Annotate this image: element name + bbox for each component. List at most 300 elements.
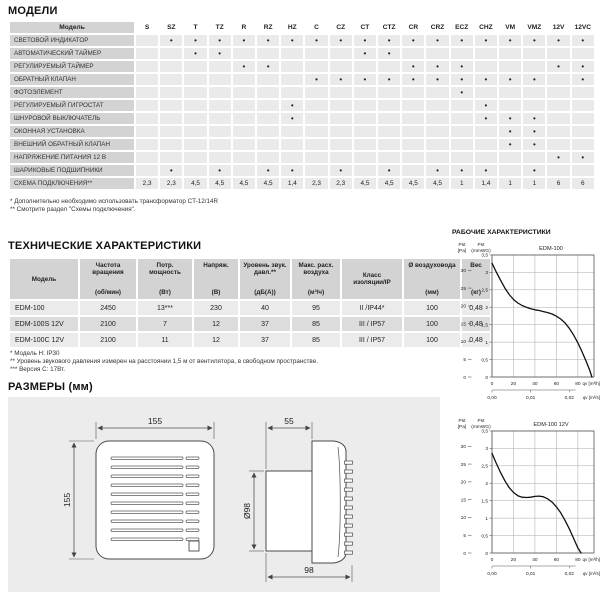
feature-row <box>10 165 594 176</box>
tech-value: 2100 <box>80 317 136 331</box>
feature-cell <box>160 152 182 163</box>
feature-cell <box>160 100 182 111</box>
feature-cell <box>547 48 569 59</box>
feature-cell <box>160 61 182 72</box>
mmwg-tick-label: 3 <box>485 447 488 453</box>
mmwg-tick-label: 3,5 <box>481 429 488 435</box>
feature-cell: • <box>572 152 594 163</box>
housing-depth-label: 55 <box>284 416 294 426</box>
dimensions-drawing <box>8 397 440 592</box>
tech-value: 13*** <box>138 301 192 315</box>
feature-cell: • <box>499 139 521 150</box>
tech-header-name: Напряж. <box>203 262 229 269</box>
tech-header <box>138 259 192 299</box>
feature-cell <box>281 48 303 59</box>
housing-depth-dimension <box>266 422 312 469</box>
feature-cell: • <box>547 61 569 72</box>
feature-cell <box>257 100 279 111</box>
feature-cell <box>184 113 206 124</box>
tech-value: II /IP44* <box>342 301 402 315</box>
tech-value: 230 <box>194 301 238 315</box>
feature-cell <box>136 61 158 72</box>
feature-cell <box>402 165 424 176</box>
m3h-tick-label: 0 <box>490 382 494 387</box>
feature-cell: • <box>475 100 497 111</box>
feature-cell <box>330 48 352 59</box>
feature-cell: • <box>305 35 327 46</box>
mmwg-axis-symbol: Pst <box>477 419 485 424</box>
pa-axis-symbol: Pst <box>458 243 466 248</box>
total-depth-label: 98 <box>304 565 314 575</box>
feature-cell <box>572 48 594 59</box>
feature-cell <box>136 74 158 85</box>
feature-cell <box>451 48 473 59</box>
feature-cell <box>305 100 327 111</box>
feature-row <box>10 178 594 189</box>
feature-cell <box>160 87 182 98</box>
tech-header-name: Уровень звук. давл.** <box>243 262 287 276</box>
front-height-dimension <box>69 441 94 559</box>
feature-label: ШАРИКОВЫЕ ПОДШИПНИКИ <box>10 165 134 176</box>
feature-cell: • <box>233 35 255 46</box>
model-column-c: C <box>305 22 327 33</box>
feature-cell <box>572 165 594 176</box>
feature-cell <box>136 35 158 46</box>
tech-footnote-2: ** Уровень звукового давления измерен на расстоянии 1,5 м от вентилятора, в свободном пространстве. <box>10 358 318 366</box>
tech-value: 2100 <box>80 333 136 347</box>
feature-cell: 4,5 <box>257 178 279 189</box>
feature-cell <box>354 152 376 163</box>
m3h-tick-label: 20 <box>510 382 517 387</box>
feature-cell <box>305 87 327 98</box>
feature-cell: • <box>354 48 376 59</box>
feature-cell: • <box>330 165 352 176</box>
feature-cell: • <box>547 35 569 46</box>
feature-cell <box>426 139 448 150</box>
feature-cell: • <box>160 165 182 176</box>
feature-row <box>10 152 594 163</box>
feature-cell: • <box>209 35 231 46</box>
feature-cell <box>354 165 376 176</box>
m3s-tick-label: 0,02 <box>564 396 574 401</box>
tech-model-name: EDM-100C 12V <box>10 333 78 347</box>
feature-cell <box>330 139 352 150</box>
pa-tick-label: 20 <box>460 480 466 486</box>
feature-cell <box>547 74 569 85</box>
model-column-hz: HZ <box>281 22 303 33</box>
feature-row <box>10 61 594 72</box>
mmwg-tick-label: 1,5 <box>481 499 488 505</box>
mmwg-tick-label: 2 <box>485 306 488 312</box>
pa-tick-label: 5 <box>463 358 466 364</box>
feature-cell <box>184 152 206 163</box>
model-column-cz: CZ <box>330 22 352 33</box>
tech-value: III / IP57 <box>342 333 402 347</box>
feature-cell <box>281 87 303 98</box>
model-column-r: R <box>233 22 255 33</box>
feature-cell <box>233 165 255 176</box>
feature-cell <box>402 100 424 111</box>
feature-cell <box>378 61 400 72</box>
feature-cell <box>209 100 231 111</box>
feature-cell <box>160 139 182 150</box>
feature-cell <box>451 139 473 150</box>
feature-cell <box>378 87 400 98</box>
tech-header-unit: (Вт) <box>159 289 171 296</box>
feature-cell: • <box>402 74 424 85</box>
mmwg-axis-unit: (mmWG) <box>471 425 491 430</box>
feature-cell <box>499 165 521 176</box>
feature-cell: • <box>184 35 206 46</box>
tech-header <box>194 259 238 299</box>
feature-cell <box>499 87 521 98</box>
feature-cell: 2,3 <box>160 178 182 189</box>
feature-cell: 6 <box>547 178 569 189</box>
tech-footnote-3: *** Версия C: 17Вт. <box>10 366 66 374</box>
model-column-sz: SZ <box>160 22 182 33</box>
feature-cell <box>402 152 424 163</box>
feature-cell: • <box>378 48 400 59</box>
feature-label: ВНЕШНИЙ ОБРАТНЫЙ КЛАПАН <box>10 139 134 150</box>
feature-row <box>10 87 594 98</box>
feature-cell <box>572 100 594 111</box>
mmwg-tick-label: 3,5 <box>481 253 488 259</box>
tech-specs-table <box>8 257 492 349</box>
tech-header-name: Вес <box>470 262 482 269</box>
feature-cell: 4,5 <box>378 178 400 189</box>
feature-cell <box>257 74 279 85</box>
feature-cell <box>184 61 206 72</box>
duct-tube <box>266 471 312 551</box>
feature-cell: 4,5 <box>184 178 206 189</box>
feature-cell <box>281 74 303 85</box>
feature-cell <box>378 152 400 163</box>
tech-row <box>10 301 490 315</box>
performance-chart-edm-100 <box>452 240 600 408</box>
feature-cell <box>184 100 206 111</box>
feature-cell <box>547 113 569 124</box>
feature-row <box>10 100 594 111</box>
mmwg-tick-label: 1,5 <box>481 323 488 329</box>
tech-footnote-1: * Модель H: IP30 <box>10 350 60 357</box>
mmwg-tick-label: 0 <box>485 551 488 557</box>
tech-value: 85 <box>292 333 340 347</box>
feature-cell <box>499 61 521 72</box>
pa-tick-label: 10 <box>460 516 466 522</box>
feature-cell <box>475 48 497 59</box>
fan-front-view <box>96 441 214 559</box>
feature-cell <box>209 152 231 163</box>
pa-axis-symbol: Pst <box>458 419 466 424</box>
tech-header-name: Макс. расх. воздуха <box>298 262 334 276</box>
feature-cell <box>209 87 231 98</box>
model-column-12v: 12V <box>547 22 569 33</box>
feature-cell: • <box>523 35 545 46</box>
m3h-tick-label: 0 <box>490 558 494 563</box>
feature-label: ОКОННАЯ УСТАНОВКА <box>10 126 134 137</box>
feature-cell: • <box>475 35 497 46</box>
feature-label: ШНУРОВОЙ ВЫКЛЮЧАТЕЛЬ <box>10 113 134 124</box>
dimensions-drawing-panel <box>8 397 440 592</box>
m3h-tick-label: 60 <box>553 382 560 387</box>
pa-tick-label: 25 <box>460 286 466 292</box>
feature-cell <box>572 113 594 124</box>
feature-cell <box>499 152 521 163</box>
feature-cell <box>523 100 545 111</box>
model-column-vmz: VMZ <box>523 22 545 33</box>
feature-cell: • <box>499 126 521 137</box>
feature-label: ОБРАТНЫЙ КЛАПАН <box>10 74 134 85</box>
models-footnotes <box>10 198 218 214</box>
feature-cell: • <box>402 61 424 72</box>
tech-value: 100 <box>404 301 460 315</box>
tech-header <box>342 259 402 299</box>
feature-cell: 4,5 <box>426 178 448 189</box>
feature-cell <box>499 48 521 59</box>
feature-cell <box>330 152 352 163</box>
feature-cell <box>402 87 424 98</box>
feature-cell <box>426 126 448 137</box>
tech-header-name: Класс изоляции/IP <box>353 272 391 286</box>
model-column-rz: RZ <box>257 22 279 33</box>
feature-row <box>10 35 594 46</box>
feature-cell: 2,3 <box>305 178 327 189</box>
tech-header-unit: (кг) <box>471 289 481 296</box>
feature-cell: • <box>378 165 400 176</box>
feature-cell <box>209 126 231 137</box>
feature-cell <box>184 139 206 150</box>
feature-cell: • <box>547 152 569 163</box>
tech-row <box>10 333 490 347</box>
mmwg-tick-label: 2,5 <box>481 464 488 470</box>
feature-cell: • <box>426 61 448 72</box>
m3h-axis-label: qv [m³/h] <box>582 381 600 386</box>
feature-cell <box>523 87 545 98</box>
pa-tick-label: 0 <box>463 551 466 557</box>
mmwg-axis-symbol: Pst <box>477 243 485 248</box>
feature-cell <box>233 139 255 150</box>
feature-cell <box>547 165 569 176</box>
feature-cell <box>136 165 158 176</box>
feature-cell: 1,4 <box>475 178 497 189</box>
feature-cell <box>451 100 473 111</box>
m3h-tick-label: 60 <box>553 558 560 563</box>
feature-cell: • <box>475 113 497 124</box>
pa-tick-label: 15 <box>460 322 466 328</box>
feature-cell: • <box>426 35 448 46</box>
pa-tick-label: 10 <box>460 340 466 346</box>
m3s-axis-label: qv [m³/s] <box>582 395 600 400</box>
feature-cell <box>257 152 279 163</box>
feature-cell <box>572 139 594 150</box>
tech-value: 12 <box>194 317 238 331</box>
feature-cell <box>378 139 400 150</box>
model-column-tz: TZ <box>209 22 231 33</box>
feature-cell: • <box>330 74 352 85</box>
feature-cell <box>305 152 327 163</box>
feature-cell <box>160 48 182 59</box>
feature-cell <box>233 74 255 85</box>
m3h-tick-label: 40 <box>532 558 538 563</box>
feature-cell <box>354 61 376 72</box>
mmwg-tick-label: 3 <box>485 271 488 277</box>
feature-cell <box>233 126 255 137</box>
feature-cell: 4,5 <box>402 178 424 189</box>
feature-cell: • <box>572 61 594 72</box>
tech-value: III / IP57 <box>342 317 402 331</box>
feature-cell <box>233 87 255 98</box>
models-corner-header: Модель <box>10 22 134 33</box>
m3h-tick-label: 80 <box>575 382 581 387</box>
tech-value: 100 <box>404 317 460 331</box>
feature-cell <box>136 139 158 150</box>
feature-cell <box>257 139 279 150</box>
models-feature-table <box>8 20 596 191</box>
model-column-ctz: CTZ <box>378 22 400 33</box>
tech-header-unit: (м³/ч) <box>307 289 325 296</box>
feature-label: РЕГУЛИРУЕМЫЙ ТАЙМЕР <box>10 61 134 72</box>
tech-header-unit: (мм) <box>425 289 439 296</box>
feature-cell <box>475 61 497 72</box>
feature-label: СХЕМА ПОДКЛЮЧЕНИЯ** <box>10 178 134 189</box>
feature-cell <box>475 152 497 163</box>
feature-cell: • <box>378 74 400 85</box>
feature-cell: • <box>257 165 279 176</box>
feature-cell <box>378 100 400 111</box>
feature-cell <box>281 139 303 150</box>
feature-cell <box>547 126 569 137</box>
model-column-vm: VM <box>499 22 521 33</box>
feature-cell <box>233 48 255 59</box>
feature-cell <box>281 152 303 163</box>
feature-cell <box>184 165 206 176</box>
housing-body <box>312 441 346 563</box>
feature-cell <box>547 87 569 98</box>
feature-cell <box>136 152 158 163</box>
m3s-tick-label: 0,01 <box>525 572 536 577</box>
feature-cell: • <box>209 165 231 176</box>
feature-cell <box>305 165 327 176</box>
feature-cell <box>281 126 303 137</box>
m3h-tick-label: 20 <box>510 558 517 563</box>
feature-cell <box>233 152 255 163</box>
feature-cell <box>475 87 497 98</box>
m3s-tick-label: 0,02 <box>564 572 574 577</box>
feature-cell <box>523 48 545 59</box>
feature-cell <box>305 48 327 59</box>
models-section-title: МОДЕЛИ <box>8 5 58 17</box>
feature-cell <box>426 100 448 111</box>
feature-cell: • <box>354 74 376 85</box>
feature-cell <box>451 152 473 163</box>
pa-tick-label: 20 <box>460 304 466 310</box>
feature-cell <box>547 100 569 111</box>
feature-cell <box>184 74 206 85</box>
feature-cell <box>354 100 376 111</box>
tech-model-name: EDM-100S 12V <box>10 317 78 331</box>
chart-title: EDM-100 <box>539 246 563 252</box>
feature-cell: 1 <box>451 178 473 189</box>
feature-cell: • <box>281 100 303 111</box>
feature-cell <box>354 126 376 137</box>
feature-label: ФОТОЭЛЕМЕНТ <box>10 87 134 98</box>
mmwg-tick-label: 1 <box>485 516 488 522</box>
feature-cell <box>378 113 400 124</box>
feature-cell: • <box>330 35 352 46</box>
feature-label: СВЕТОВОЙ ИНДИКАТОР <box>10 35 134 46</box>
model-column-ct: CT <box>354 22 376 33</box>
performance-section-title: РАБОЧИЕ ХАРАКТЕРИСТИКИ <box>452 229 551 236</box>
feature-cell: • <box>523 74 545 85</box>
feature-cell: • <box>281 113 303 124</box>
models-footnote-1: * Дополнительно необходимо использовать трансформатор CT-12/14R <box>10 198 219 205</box>
mmwg-tick-label: 0 <box>485 375 488 381</box>
feature-cell <box>136 113 158 124</box>
performance-chart-edm-100-12v <box>452 416 600 584</box>
feature-cell: • <box>160 35 182 46</box>
feature-cell: • <box>572 74 594 85</box>
feature-cell <box>451 126 473 137</box>
tech-value: 37 <box>240 317 290 331</box>
feature-cell <box>426 113 448 124</box>
tech-header-name: Модель <box>31 275 57 283</box>
feature-cell <box>184 126 206 137</box>
feature-cell: • <box>499 74 521 85</box>
model-column-chz: CHZ <box>475 22 497 33</box>
feature-cell: • <box>451 165 473 176</box>
feature-cell <box>402 139 424 150</box>
model-column-t: T <box>184 22 206 33</box>
tech-header <box>240 259 290 299</box>
mmwg-tick-label: 2 <box>485 482 488 488</box>
feature-cell <box>257 113 279 124</box>
mmwg-tick-label: 2,5 <box>481 288 488 294</box>
feature-cell: • <box>281 35 303 46</box>
feature-cell: • <box>257 61 279 72</box>
tech-value: 0,48 <box>462 333 490 347</box>
feature-cell: • <box>402 35 424 46</box>
tech-value: 2450 <box>80 301 136 315</box>
feature-row <box>10 139 594 150</box>
feature-cell <box>402 113 424 124</box>
feature-cell <box>354 113 376 124</box>
feature-cell <box>209 61 231 72</box>
feature-row <box>10 126 594 137</box>
tech-value: 95 <box>292 301 340 315</box>
feature-cell <box>572 87 594 98</box>
feature-cell: • <box>209 48 231 59</box>
feature-cell: 4,5 <box>233 178 255 189</box>
feature-cell: • <box>572 35 594 46</box>
pa-tick-label: 5 <box>463 534 466 540</box>
tech-footnotes <box>10 350 318 375</box>
chart-title: EDM-100 12V <box>533 422 569 428</box>
feature-cell: • <box>523 139 545 150</box>
feature-cell: • <box>305 74 327 85</box>
front-height-label: 155 <box>62 492 72 508</box>
tech-value: 85 <box>292 317 340 331</box>
duct-diameter-label: Ø98 <box>242 502 252 520</box>
feature-cell: • <box>523 126 545 137</box>
feature-cell <box>136 87 158 98</box>
mmwg-tick-label: 1 <box>485 340 488 346</box>
feature-cell: • <box>451 74 473 85</box>
feature-cell <box>257 126 279 137</box>
model-column-ecz: ECZ <box>451 22 473 33</box>
tech-header <box>10 259 78 299</box>
front-width-label: 155 <box>147 416 163 426</box>
feature-cell <box>330 126 352 137</box>
